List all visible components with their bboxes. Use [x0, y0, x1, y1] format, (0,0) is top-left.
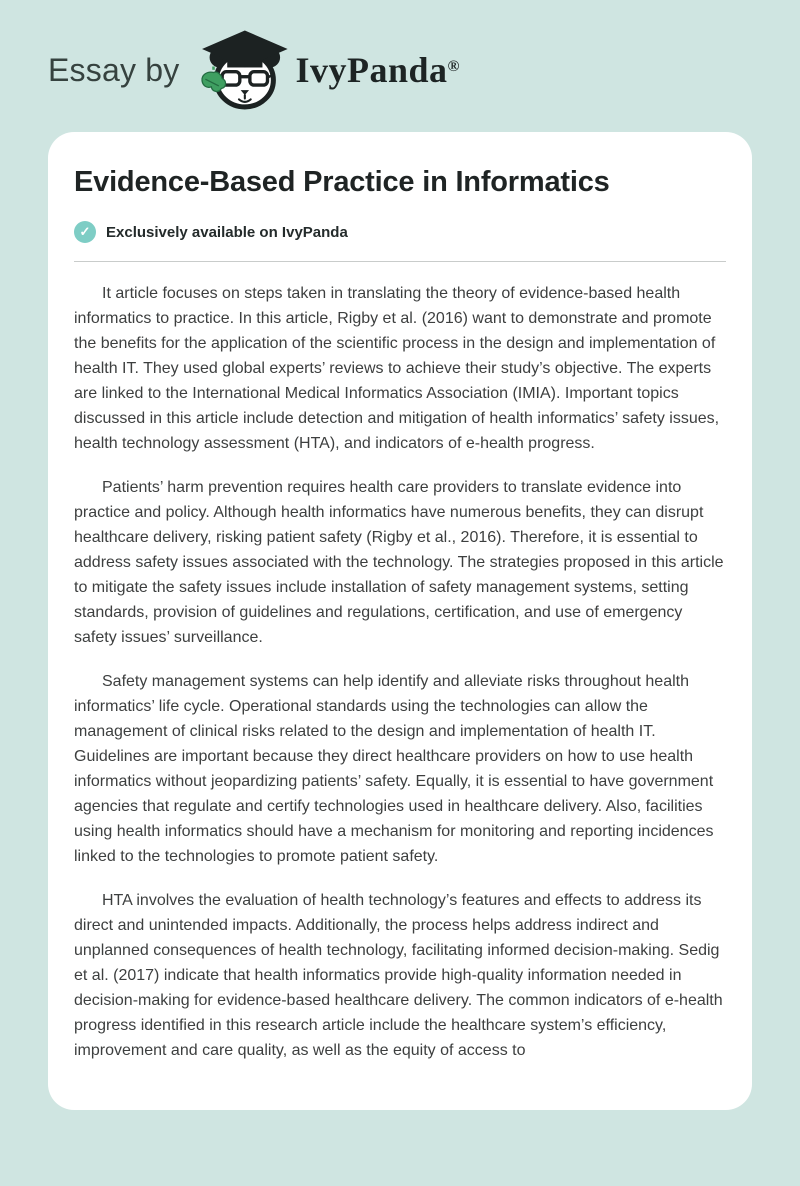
- panda-graduate-logo-icon: [197, 26, 291, 114]
- ivypanda-logo[interactable]: [197, 26, 460, 114]
- page-header: [48, 26, 800, 114]
- essay-body: [74, 281, 726, 1063]
- essay-card: [48, 132, 752, 1110]
- availability-label: Exclusively available on IvyPanda: [106, 223, 348, 241]
- essay-title: Evidence-Based Practice in Informatics: [74, 166, 610, 198]
- essay-paragraph: Safety management systems can help identify and alleviate risks throughout health informatics’ life cycle. Operational standards using the technologies can allow the management of clinical risks related to the design and implementation of health IT. Guidelines are important because they direct healthcare providers on how to use health informatics without jeopardizing patients’ safety. Equally, it is essential to have government agencies that regulate and certify technologies used in healthcare delivery. Also, facilities using health informatics should have a mechanism for monitoring and reporting incidences linked to the technologies to promote patient safety.: [74, 673, 714, 866]
- divider: [74, 261, 726, 262]
- check-circle-icon: ✓: [74, 221, 96, 243]
- essay-paragraph: HTA involves the evaluation of health technology’s features and effects to address its direct and unintended impacts. Additionally, the process helps address indirect and unplanned consequences of health technology, facilitating informed decision-making. Sedig et al. (2017) indicate that health informatics provide high-quality information needed in decision-making for evidence-based healthcare delivery. The common indicators of e-health progress identified in this research article include the healthcare system’s efficiency, improvement and care quality, as well as the equity of access to: [74, 892, 723, 1060]
- essay-paragraph: It article focuses on steps taken in translating the theory of evidence-based health informatics to practice. In this article, Rigby et al. (2016) want to demonstrate and promote the benefits for the application of the scientific process in the design and implementation of health IT. They used global experts’ reviews to achieve their study’s objective. The experts are linked to the International Medical Informatics Association (IMIA). Important topics discussed in this article include detection and mitigation of health informatics’ safety issues, health technology assessment (HTA), and indicators of e-health progress.: [74, 285, 720, 453]
- availability-row: [74, 221, 726, 243]
- registered-trademark: ®: [447, 58, 460, 75]
- essay-by-label: Essay by: [48, 51, 180, 88]
- essay-paragraph: Patients’ harm prevention requires health care providers to translate evidence into practice and policy. Although health informatics have numerous benefits, they can disrupt healthcare delivery, risking patient safety (Rigby et al., 2016). Therefore, it is essential to address safety issues associated with the technology. The strategies proposed in this article to mitigate the safety issues include installation of safety management systems, setting standards, provision of guidelines and regulations, certification, and use of emergency safety issues’ surveillance.: [74, 479, 724, 647]
- brand-name: IvyPanda®: [295, 50, 460, 90]
